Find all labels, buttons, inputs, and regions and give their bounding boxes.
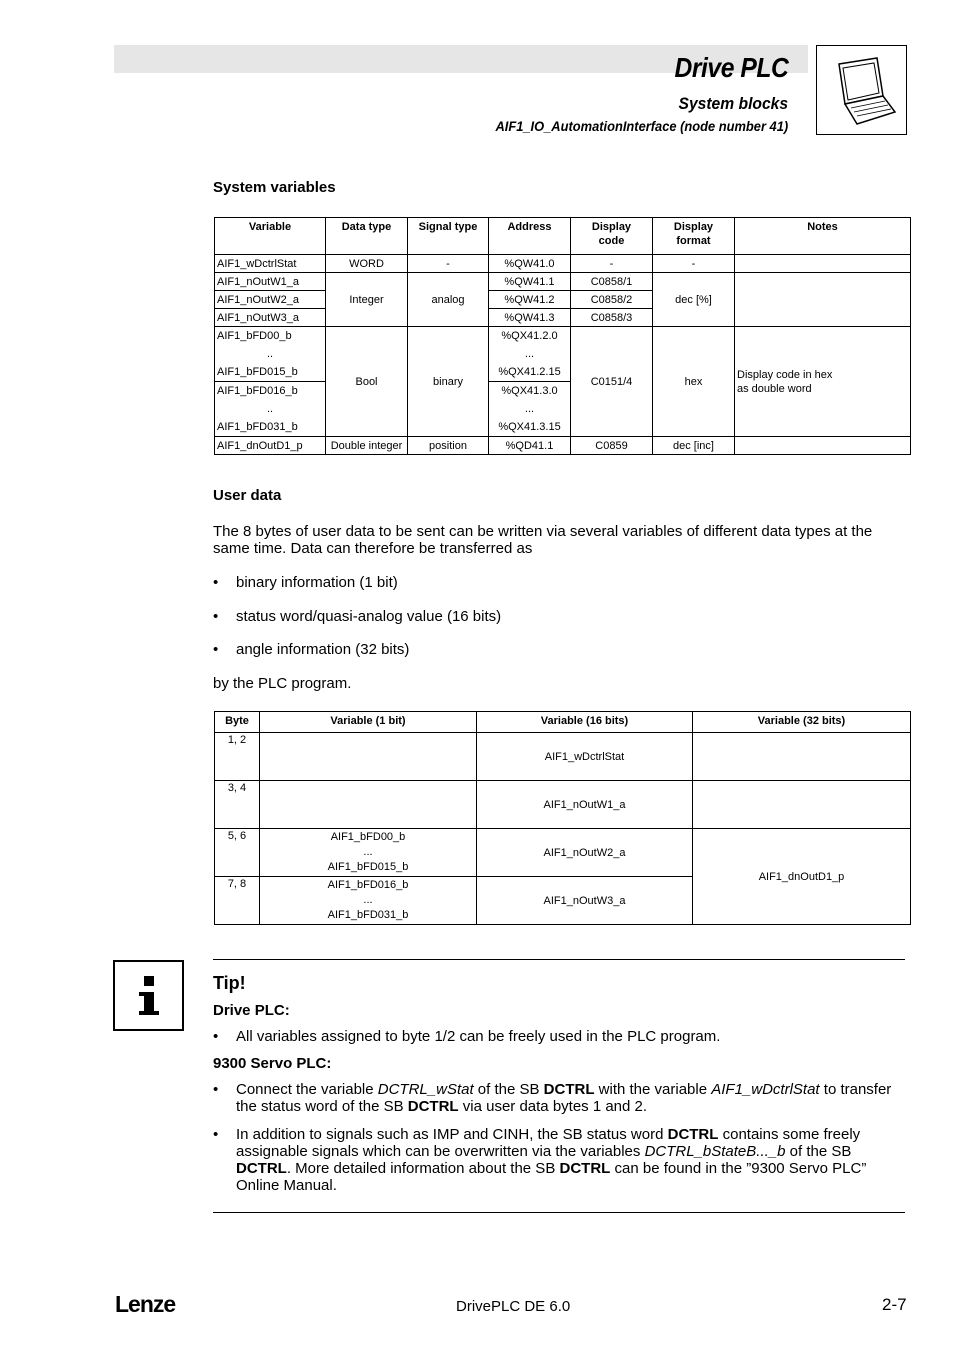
tip-heading: Tip! [213,973,246,993]
address-line: %QX41.3.0 [501,385,558,397]
column-header: Signal type [408,218,489,255]
tip-text: can be found in the ”9300 Servo PLC” Online Manual. [236,1160,867,1194]
var1-line: AIF1_bFD031_b [327,909,409,921]
column-header: Variable (16 bits) [477,712,693,733]
section-title: System blocks [678,94,788,113]
table-row [215,255,911,273]
tip-keyword: DCTRL [667,1126,719,1143]
var16-cell: AIF1_nOutW2_a [477,829,693,877]
notes-cell [735,437,911,455]
list-item [213,608,913,625]
notes-cell [735,255,911,273]
list-item [213,574,913,591]
user-data-heading: User data [213,487,282,504]
tip-text: with the variable [594,1081,712,1098]
var16-cell: AIF1_nOutW3_a [477,877,693,925]
address-line: ... [524,403,535,415]
notes-cell [735,327,911,437]
bullet-dot: • [213,608,219,625]
table-row [215,437,911,455]
tip-variable: DCTRL_bStateB..._b [644,1143,786,1160]
list-item [213,641,913,658]
display-code-cell: C0151/4 [571,327,653,437]
table-header-row [215,218,911,255]
table-row [215,781,911,829]
table-row [215,273,911,291]
display-format-cell: dec [inc] [653,437,735,455]
user-data-table [214,711,911,925]
address-cell: %QW41.3 [489,309,571,327]
address-line: %QX41.3.15 [498,421,561,433]
bullet-dot: • [213,1081,219,1098]
var1-cell [260,829,477,877]
signal-type-cell: position [408,437,489,455]
address-line: %QX41.2.0 [501,330,558,342]
address-cell: %QD41.1 [489,437,571,455]
var16-cell: AIF1_nOutW1_a [477,781,693,829]
var32-cell: AIF1_dnOutD1_p [693,829,911,925]
display-code-cell: C0858/3 [571,309,653,327]
bullet-dot: • [213,574,219,591]
tip-text: to transfer the status word of the SB [236,1081,892,1115]
table-row [215,829,911,877]
column-header: Byte [215,712,260,733]
system-variables-heading: System variables [213,179,336,196]
signal-type-cell: analog [408,273,489,327]
address-cell [489,327,571,382]
tip-text: Connect the variable [236,1081,378,1098]
user-data-intro: The 8 bytes of user data to be sent can be written via several variables of different data types at the same time. Data can therefore be transferred as [213,523,873,557]
display-format-cell: hex [653,327,735,437]
byte-cell: 1, 2 [215,733,260,781]
address-cell [489,382,571,437]
variable-cell [215,382,326,437]
table-header-row [215,712,911,733]
page-number: 2-7 [882,1295,907,1314]
tip-text: of the SB [785,1143,852,1160]
tip-text: via user data bytes 1 and 2. [458,1098,648,1115]
signal-type-cell: - [408,255,489,273]
lenze-logo: Lenze [115,1291,176,1317]
var1-cell [260,781,477,829]
address-line: ... [524,348,535,360]
display-code-cell: C0858/1 [571,273,653,291]
tip-keyword: DCTRL [559,1160,611,1177]
display-code-cell: - [571,255,653,273]
table-row [215,733,911,781]
list-item [213,1028,913,1045]
variable-line: .. [266,348,274,360]
tip-top-rule [213,959,905,960]
byte-cell: 3, 4 [215,781,260,829]
list-item-text: binary information (1 bit) [236,574,398,591]
list-item-text: All variables assigned to byte 1/2 can be freely used in the PLC program. [236,1028,721,1045]
bullet-dot: • [213,1126,219,1143]
address-cell: %QW41.1 [489,273,571,291]
system-variables-table [214,217,911,455]
display-format-cell: - [653,255,735,273]
variable-line: AIF1_bFD031_b [217,421,298,433]
column-header: Variable [215,218,326,255]
column-header: Data type [326,218,408,255]
var1-line: AIF1_bFD016_b [327,879,409,891]
column-header: Variable (32 bits) [693,712,911,733]
variable-cell: AIF1_wDctrlStat [215,255,326,273]
var1-line: AIF1_bFD015_b [327,861,409,873]
list-item [213,1081,905,1115]
data-type-cell: Bool [326,327,408,437]
list-item [213,1126,905,1194]
variable-cell [215,327,326,382]
variable-cell: AIF1_nOutW3_a [215,309,326,327]
column-header: Notes [735,218,911,255]
laptop-icon [816,45,907,135]
display-format-cell: dec [%] [653,273,735,327]
tip-servo-heading: 9300 Servo PLC: [213,1055,332,1072]
var32-cell [693,733,911,781]
data-type-cell: WORD [326,255,408,273]
list-item-text: angle information (32 bits) [236,641,410,658]
display-code-cell: C0859 [571,437,653,455]
var1-cell [260,733,477,781]
var1-line: AIF1_bFD00_b [330,831,406,843]
signal-type-cell: binary [408,327,489,437]
list-item-text: status word/quasi-analog value (16 bits) [236,608,502,625]
column-header: Variable (1 bit) [260,712,477,733]
page-title: Drive PLC [674,52,788,83]
tip-text: In addition to signals such as IMP and CINH, the SB status word [236,1126,668,1143]
bullet-dot: • [213,641,219,658]
variable-line: AIF1_bFD015_b [217,366,298,378]
tip-variable: AIF1_wDctrlStat [711,1081,820,1098]
tip-keyword: DCTRL [407,1098,459,1115]
subsection-title: AIF1_IO_AutomationInterface (node number 41) [495,118,788,134]
tip-variable: DCTRL_wStat [377,1081,474,1098]
variable-line: AIF1_bFD016_b [217,385,298,397]
display-code-cell: C0858/2 [571,291,653,309]
bullet-dot: • [213,1028,219,1045]
tip-keyword: DCTRL [236,1160,287,1177]
variable-line: AIF1_bFD00_b [217,330,292,342]
var1-line: ... [363,846,373,858]
variable-cell: AIF1_nOutW2_a [215,291,326,309]
column-header: Display format [653,218,735,255]
tip-drive-plc-heading: Drive PLC: [213,1002,290,1019]
data-type-cell: Double integer [326,437,408,455]
var16-cell: AIF1_wDctrlStat [477,733,693,781]
var32-cell [693,781,911,829]
info-icon [113,960,184,1031]
byte-cell: 7, 8 [215,877,260,925]
var1-cell [260,877,477,925]
column-header: Display code [571,218,653,255]
data-type-cell: Integer [326,273,408,327]
variable-cell: AIF1_dnOutD1_p [215,437,326,455]
address-cell: %QW41.2 [489,291,571,309]
notes-cell [735,273,911,327]
tip-text: . More detailed information about the SB [286,1160,560,1177]
byte-cell: 5, 6 [215,829,260,877]
notes-line: as double word [737,382,812,395]
tip-bottom-rule [213,1212,905,1213]
address-cell: %QW41.0 [489,255,571,273]
tip-keyword: DCTRL [543,1081,595,1098]
table-row [215,327,911,382]
variable-line: .. [266,403,274,415]
var1-line: ... [363,894,373,906]
address-line: %QX41.2.15 [498,366,561,378]
tip-text: contains some freely assignable signals which can be overwritten via the variables [236,1126,861,1160]
tip-text: of the SB [473,1081,544,1098]
column-header: Address [489,218,571,255]
document-id: DrivePLC DE 6.0 [456,1298,571,1315]
notes-line: Display code in hex [737,368,833,381]
variable-cell: AIF1_nOutW1_a [215,273,326,291]
user-data-outro: by the PLC program. [213,675,352,692]
